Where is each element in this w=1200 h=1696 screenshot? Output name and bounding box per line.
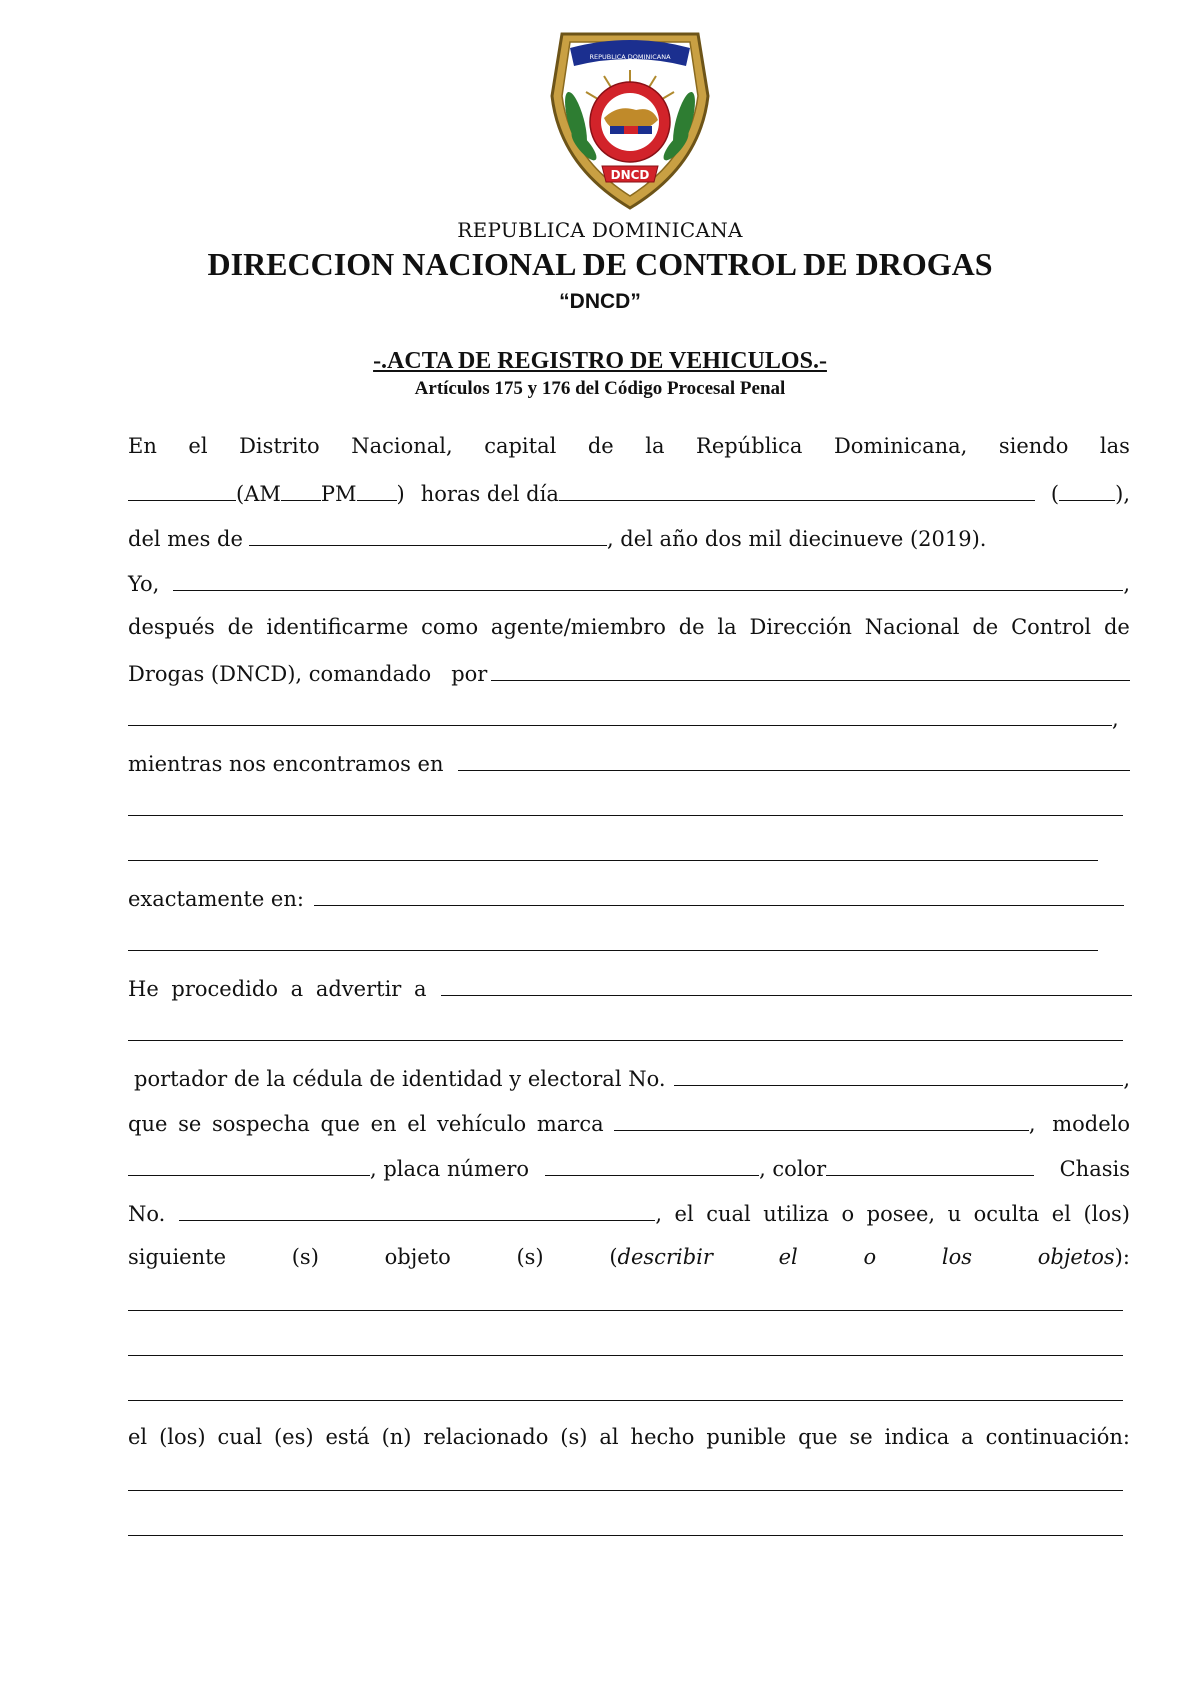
- word: los: [941, 1245, 973, 1269]
- chassis-label: Chasis: [1059, 1157, 1130, 1181]
- am-blank[interactable]: [281, 474, 321, 501]
- header-agency: DIRECCION NACIONAL DE CONTROL DE DROGAS: [207, 246, 993, 282]
- word: objeto: [384, 1245, 451, 1269]
- emblem-banner-text: REPUBLICA DOMINICANA: [589, 53, 671, 61]
- chassis-no-label: No.: [128, 1202, 166, 1226]
- word: como: [421, 615, 479, 639]
- dncd-shield-emblem-icon: [540, 26, 720, 211]
- pm-label: PM: [320, 482, 357, 506]
- day-number-blank[interactable]: [1059, 474, 1115, 501]
- possession-text: , el cual utiliza o posee, u oculta el (los): [655, 1202, 1130, 1226]
- word: el: [778, 1245, 798, 1269]
- objects-blank-line-2[interactable]: [128, 1355, 1123, 1356]
- hours-of-day-label: horas del día: [420, 482, 559, 506]
- offense-blank-line-2[interactable]: [128, 1535, 1123, 1536]
- objects-blank-line-1[interactable]: [128, 1310, 1123, 1311]
- emblem-badge-text: DNCD: [610, 168, 650, 182]
- month-blank[interactable]: [249, 519, 607, 546]
- comma: ,: [1123, 572, 1130, 596]
- paren-text: (: [1050, 482, 1060, 506]
- word: Nacional: [864, 615, 960, 639]
- word: (s): [516, 1245, 544, 1269]
- body-line-4: [128, 564, 1130, 600]
- pm-blank[interactable]: [357, 474, 397, 501]
- vehicle-brand-label: que se sospecha que en el vehículo marca: [128, 1112, 604, 1136]
- word: Distrito: [239, 434, 320, 458]
- plate-label: , placa número: [370, 1157, 530, 1181]
- comma: ,: [1123, 1067, 1130, 1091]
- paren-text: ): [396, 482, 405, 506]
- month-label: del mes de: [128, 527, 243, 551]
- warned-person-label: He procedido a advertir a: [128, 977, 427, 1001]
- word: capital: [484, 434, 557, 458]
- paren-text: ),: [1115, 482, 1130, 506]
- word: Dirección: [749, 615, 852, 639]
- id-card-label: portador de la cédula de identidad y electoral No.: [134, 1067, 666, 1091]
- warned-person-blank-line-2[interactable]: [128, 1040, 1123, 1041]
- location-label: mientras nos encontramos en: [128, 752, 444, 776]
- yo-label: Yo,: [128, 572, 160, 596]
- body-line-19: [128, 1239, 1130, 1275]
- body-line-17: [128, 1149, 1130, 1185]
- body-line-3: [128, 519, 1130, 555]
- word: siguiente: [128, 1245, 226, 1269]
- word: Dominicana,: [833, 434, 968, 458]
- location-blank-line-2[interactable]: [128, 815, 1123, 816]
- body-line-6: [128, 654, 1130, 690]
- commander-blank-continued[interactable]: [128, 699, 1112, 726]
- body-line-18: [128, 1194, 1130, 1230]
- word: de: [1103, 615, 1130, 639]
- body-line-13: [128, 969, 1132, 1005]
- body-line-1: [128, 428, 1130, 464]
- word: (s): [291, 1245, 319, 1269]
- word: identificarme: [266, 615, 409, 639]
- year-text: , del año dos mil diecinueve (2019).: [606, 527, 987, 551]
- document-title: -.ACTA DE REGISTRO DE VEHICULOS.-: [373, 348, 827, 374]
- exact-location-blank[interactable]: [314, 879, 1124, 906]
- word: las: [1099, 434, 1130, 458]
- word: Control: [1011, 615, 1092, 639]
- color-blank[interactable]: [826, 1149, 1034, 1176]
- day-words-blank[interactable]: [559, 474, 1035, 501]
- offense-blank-line-1[interactable]: [128, 1490, 1123, 1491]
- body-line-11: [128, 879, 1124, 915]
- body-line-16: [128, 1104, 1130, 1140]
- word: de: [227, 615, 254, 639]
- vehicle-brand-blank[interactable]: [614, 1104, 1029, 1131]
- word: objetos):: [1037, 1245, 1130, 1269]
- id-card-blank[interactable]: [674, 1059, 1124, 1086]
- document-subtitle: Artículos 175 y 176 del Código Procesal Penal: [414, 378, 786, 399]
- color-label: , color: [759, 1157, 827, 1181]
- word: República: [696, 434, 803, 458]
- word: agente/miembro: [490, 615, 666, 639]
- word: siendo: [998, 434, 1069, 458]
- model-blank[interactable]: [128, 1149, 370, 1176]
- hour-blank[interactable]: [128, 474, 236, 501]
- body-line-15: [128, 1059, 1130, 1095]
- header-country: REPUBLICA DOMINICANA: [457, 218, 743, 242]
- word: Nacional,: [351, 434, 453, 458]
- exact-location-blank-line-2[interactable]: [128, 950, 1098, 951]
- location-blank-line-3[interactable]: [128, 860, 1098, 861]
- body-line-2: [128, 474, 1130, 510]
- body-line-8: [128, 744, 1130, 780]
- word: después: [128, 615, 215, 639]
- word: o: [863, 1245, 877, 1269]
- word: el: [188, 434, 208, 458]
- model-label: , modelo: [1028, 1112, 1130, 1136]
- commanded-by-label: Drogas (DNCD), comandado por: [128, 662, 488, 686]
- am-label: (AM: [236, 482, 281, 506]
- chassis-blank[interactable]: [179, 1194, 655, 1221]
- header-abbreviation: “DNCD”: [559, 290, 641, 313]
- objects-blank-line-3[interactable]: [128, 1400, 1123, 1401]
- commander-blank[interactable]: [491, 654, 1130, 681]
- word: de: [972, 615, 999, 639]
- body-line-23: el (los) cual (es) está (n) relacionado (s) al hecho punible que se indica a continuación:: [128, 1425, 1130, 1449]
- comma: ,: [1112, 707, 1119, 731]
- word: de: [678, 615, 705, 639]
- warned-person-blank[interactable]: [441, 969, 1132, 996]
- body-line-5: [128, 609, 1130, 645]
- word: la: [645, 434, 665, 458]
- word: (describir: [609, 1245, 713, 1269]
- word: la: [717, 615, 737, 639]
- location-blank[interactable]: [458, 744, 1131, 771]
- body-line-7: [128, 699, 1130, 735]
- exact-location-label: exactamente en:: [128, 887, 304, 911]
- word: En: [128, 434, 157, 458]
- plate-blank[interactable]: [545, 1149, 759, 1176]
- word: de: [587, 434, 614, 458]
- agent-name-blank[interactable]: [173, 564, 1123, 591]
